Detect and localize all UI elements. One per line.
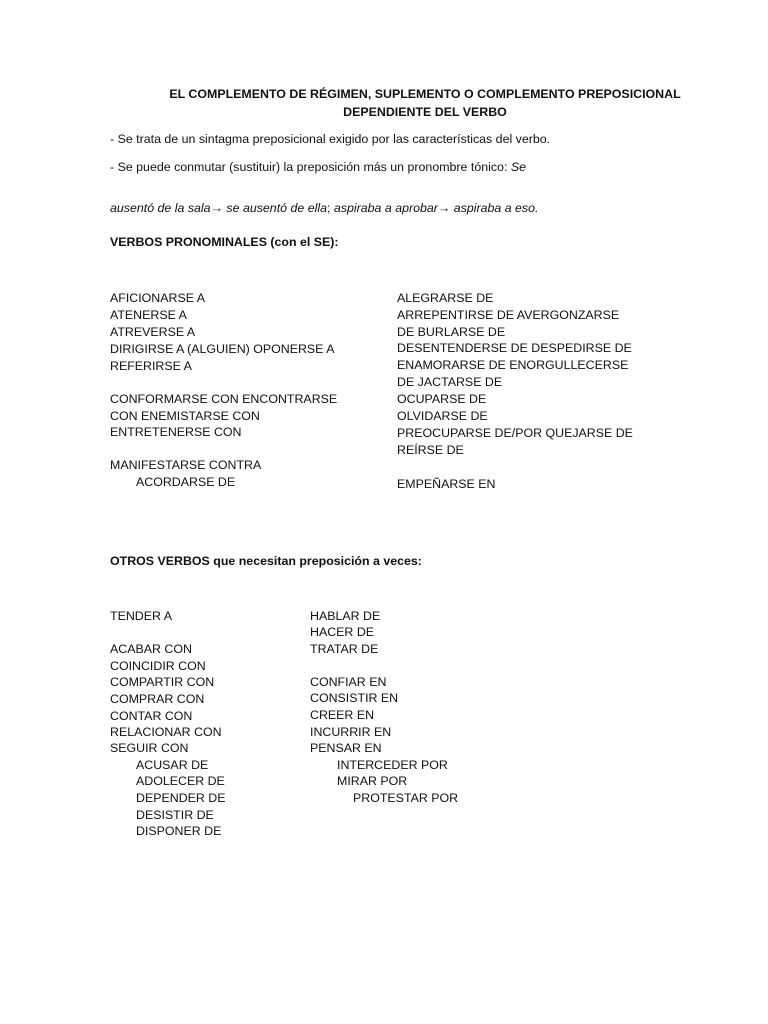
pronominal-verb: AFICIONARSE A xyxy=(110,291,206,305)
otros-heading: OTROS VERBOS que necesitan preposición a veces: xyxy=(110,554,422,568)
otros-verb: COINCIDIR CON xyxy=(110,659,206,673)
pronominal-verb: CON ENEMISTARSE CON xyxy=(110,409,260,423)
otros-verb: PROTESTAR POR xyxy=(353,791,459,805)
pronominal-verb: DIRIGIRSE A (ALGUIEN) OPONERSE A xyxy=(110,342,335,356)
example-part-2: se ausentó de ella xyxy=(222,201,327,215)
pronominal-verb: MANIFESTARSE CONTRA xyxy=(110,458,262,472)
otros-verb: TRATAR DE xyxy=(310,642,379,656)
otros-verb: INTERCEDER POR xyxy=(337,758,448,772)
otros-verb: SEGUIR CON xyxy=(110,741,189,755)
pronominal-heading: VERBOS PRONOMINALES (con el SE): xyxy=(110,235,339,249)
pronominal-verb: EMPEÑARSE EN xyxy=(397,477,496,491)
pronominal-verb: ENAMORARSE DE ENORGULLECERSE xyxy=(397,358,629,372)
otros-verb: HABLAR DE xyxy=(310,609,381,623)
otros-verb: DISPONER DE xyxy=(136,824,222,838)
document-title-line-1: EL COMPLEMENTO DE RÉGIMEN, SUPLEMENTO O COMPLEMENTO PREPOSICIONAL xyxy=(169,87,681,101)
otros-verb: COMPRAR CON xyxy=(110,692,205,706)
document-title-line-2: DEPENDIENTE DEL VERBO xyxy=(343,105,507,119)
otros-verb: ADOLECER DE xyxy=(136,774,225,788)
example-part-3: aspiraba a aprobar xyxy=(333,201,438,215)
intro-bullet-2 xyxy=(110,159,526,175)
example-separator: ; xyxy=(327,201,334,215)
pronominal-verb: PREOCUPARSE DE/POR QUEJARSE DE xyxy=(397,426,633,440)
pronominal-verb: OLVIDARSE DE xyxy=(397,409,488,423)
intro-example-line xyxy=(110,200,538,216)
pronominal-verb: DE JACTARSE DE xyxy=(397,375,503,389)
intro-example-start: Se xyxy=(510,160,526,174)
otros-verb: INCURRIR EN xyxy=(310,725,392,739)
pronominal-verb: ARREPENTIRSE DE AVERGONZARSE xyxy=(397,308,620,322)
otros-verb: COMPARTIR CON xyxy=(110,675,215,689)
pronominal-verb: DE BURLARSE DE xyxy=(397,325,506,339)
example-part-4: aspiraba a eso. xyxy=(450,201,539,215)
example-part-1: ausentó de la sala xyxy=(110,201,211,215)
pronominal-verb: CONFORMARSE CON ENCONTRARSE xyxy=(110,392,338,406)
otros-verb: DEPENDER DE xyxy=(136,791,226,805)
intro-bullet-2-text: - Se puede conmutar (sustituir) la preposición más un pronombre tónico: xyxy=(110,160,508,174)
pronominal-verb: REÍRSE DE xyxy=(397,443,464,457)
pronominal-verb: ACORDARSE DE xyxy=(136,475,236,489)
pronominal-verb: ENTRETENERSE CON xyxy=(110,425,242,439)
otros-verb: MIRAR POR xyxy=(337,774,408,788)
otros-verb: CONTAR CON xyxy=(110,709,193,723)
pronominal-verb: ATREVERSE A xyxy=(110,325,196,339)
pronominal-verb: OCUPARSE DE xyxy=(397,392,487,406)
otros-verb: CONSISTIR EN xyxy=(310,691,399,705)
otros-verb: ACUSAR DE xyxy=(136,758,209,772)
otros-verb: RELACIONAR CON xyxy=(110,725,222,739)
pronominal-verb: REFERIRSE A xyxy=(110,359,192,373)
otros-verb: DESISTIR DE xyxy=(136,808,214,822)
pronominal-verb: ATENERSE A xyxy=(110,308,187,322)
otros-verb: ACABAR CON xyxy=(110,642,192,656)
otros-verb: HACER DE xyxy=(310,625,375,639)
otros-verb: CONFIAR EN xyxy=(310,675,387,689)
arrow-icon: → xyxy=(437,201,451,215)
pronominal-verb: ALEGRARSE DE xyxy=(397,291,494,305)
arrow-icon: → xyxy=(210,201,223,215)
otros-verb: PENSAR EN xyxy=(310,741,382,755)
pronominal-verb: DESENTENDERSE DE DESPEDIRSE DE xyxy=(397,341,632,355)
otros-verb: TENDER A xyxy=(110,609,172,623)
intro-bullet-1: - Se trata de un sintagma preposicional exigido por las características del verbo. xyxy=(110,132,551,146)
otros-verb: CREER EN xyxy=(310,708,375,722)
